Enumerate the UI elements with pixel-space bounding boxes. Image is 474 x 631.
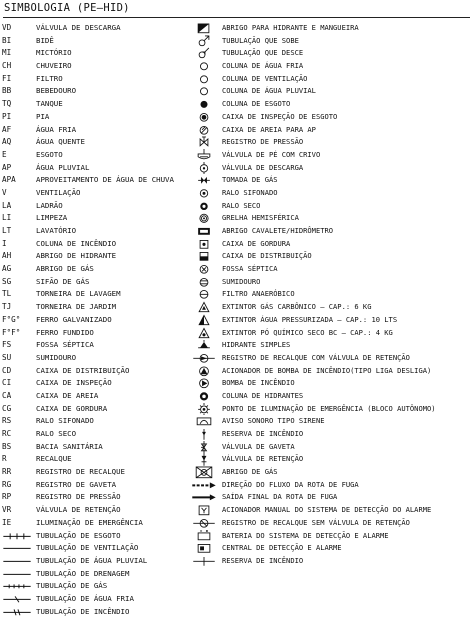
meter-box-icon <box>190 225 218 238</box>
legend-description: ESGOTO <box>36 149 63 159</box>
legend-row-caixa-de-gordura <box>190 238 474 251</box>
legend-row-aviso-sonoro-tipo-sirene <box>190 415 474 428</box>
hydrant-column-icon <box>190 390 218 403</box>
legend-description: TANQUE <box>36 99 63 109</box>
left-column <box>0 22 204 618</box>
legend-code: AF <box>2 124 12 134</box>
legend-description: TUBULAÇÃO DE DRENAGEM <box>36 568 130 578</box>
legend-row-ventilacao <box>0 187 204 200</box>
legend-row-torneira-de-lavagem <box>0 288 204 301</box>
legend-description: ACIONADOR MANUAL DO SISTEMA DE DETECÇÃO DO ALARME <box>222 505 432 515</box>
legend-row-hidrante-simples <box>190 339 474 352</box>
legend-row-caixa-de-areia-para-ap <box>190 124 474 137</box>
legend-row-abrigo-para-hidrante-e-mangueira <box>190 22 474 35</box>
legend-description: GRELHA HEMISFÉRICA <box>222 213 299 223</box>
ext-water-icon <box>190 314 218 327</box>
legend-description: COLUNA DE VENTILAÇÃO <box>222 73 308 83</box>
legend-code: BS <box>2 441 12 451</box>
fire-pump-icon <box>190 377 218 390</box>
legend-description: RALO SIFONADO <box>36 416 94 426</box>
legend-description: PIA <box>36 111 50 121</box>
legend-row-sifao-de-gas <box>0 276 204 289</box>
legend-code: CA <box>2 390 12 400</box>
legend-row-reserva-de-incendio <box>190 555 474 568</box>
legend-description: RALO SIFONADO <box>222 187 278 197</box>
legend-row-ralo-sifonado <box>0 415 204 428</box>
circle-hatched-icon <box>190 124 218 137</box>
legend-code: SG <box>2 276 12 286</box>
legend-description: CAIXA DE INSPEÇÃO <box>36 378 112 388</box>
legend-row-coluna-de-incendio <box>0 238 204 251</box>
legend-row-fossa-septica <box>0 339 204 352</box>
legend-row-grelha-hemisferica <box>190 212 474 225</box>
legend-code: LA <box>2 200 12 210</box>
legend-row-mictorio <box>0 47 204 60</box>
legend-code: AG <box>2 264 12 274</box>
legend-row-registro-de-gaveta <box>0 479 204 492</box>
legend-description: ÁGUA QUENTE <box>36 137 85 147</box>
legend-description: TUBULAÇÃO DE INCÊNDIO <box>36 606 130 616</box>
legend-description: ABRIGO DE GÁS <box>222 467 278 477</box>
legend-row-reserva-de-incendio <box>190 428 474 441</box>
legend-description: LAVATÓRIO <box>36 226 77 235</box>
legend-description: VÁLVULA DE RETENÇÃO <box>222 454 304 464</box>
legend-row-registro-de-recalque-sem-valvula-de-retencao <box>190 517 474 530</box>
legend-description: SIFÃO DE GÁS <box>36 276 90 286</box>
legend-row-torneira-de-jardim <box>0 301 204 314</box>
legend-row-abrigo-de-hidrante <box>0 250 204 263</box>
circle-open-icon <box>190 73 218 86</box>
legend-row-ferro-fundido <box>0 327 204 340</box>
legend-description: FOSSA SÉPTICA <box>36 340 94 350</box>
pipe-incendio-line-icon <box>2 606 32 619</box>
gas-tap-icon <box>190 174 218 187</box>
legend-row-caixa-de-inspecao-de-esgoto <box>190 111 474 124</box>
legend-code: BB <box>2 86 12 96</box>
legend-description: TUBULAÇÃO DE GÁS <box>36 581 108 591</box>
legend-row-filtro-anaerobico <box>190 288 474 301</box>
legend-code: AH <box>2 251 12 261</box>
legend-description: VENTILAÇÃO <box>36 187 81 197</box>
legend-row-bacia-sanitaria <box>0 441 204 454</box>
legend-code: AP <box>2 162 12 172</box>
legend-row-caixa-de-distribuicao <box>0 365 204 378</box>
circle-dot-icon <box>190 187 218 200</box>
legend-row-direcao-do-fluxo-da-rota-de-fuga <box>190 479 474 492</box>
legend-description: FOSSA SÉPTICA <box>222 264 278 274</box>
legend-row-ladrao <box>0 200 204 213</box>
legend-code: CH <box>2 61 12 71</box>
emergency-light-icon <box>190 403 218 416</box>
fire-check-valve-icon <box>190 352 218 365</box>
circle-filled-icon <box>190 98 218 111</box>
legend-row-saida-final-da-rota-de-fuga <box>190 491 474 504</box>
legend-row-coluna-de-hidrantes <box>190 390 474 403</box>
legend-description: ILUMINAÇÃO DE EMERGÊNCIA <box>36 517 143 527</box>
legend-description: TUBULAÇÃO DE ESGOTO <box>36 530 121 540</box>
square-split-icon <box>190 250 218 263</box>
legend-row-tanque <box>0 98 204 111</box>
legend-row-lavatorio <box>0 225 204 238</box>
legend-row-extintor-agua-pressurizada-cap-10-lts <box>190 314 474 327</box>
title-underline <box>3 17 470 18</box>
legend-row-limpeza <box>0 212 204 225</box>
circle-ring-icon <box>190 200 218 213</box>
reserve-small-icon <box>190 428 218 441</box>
legend-code: LT <box>2 226 12 235</box>
legend-description: LADRÃO <box>36 200 63 210</box>
legend-row-tubulacao-que-desce <box>190 47 474 60</box>
legend-description: VÁLVULA DE RETENÇÃO <box>36 505 121 515</box>
legend-description: ABRIGO CAVALETE/HIDRÔMETRO <box>222 226 334 235</box>
legend-description: MICTÓRIO <box>36 48 72 58</box>
legend-row-abrigo-cavalete-hidrometro <box>190 225 474 238</box>
legend-code: V <box>2 187 7 197</box>
legend-row-tubulacao-de-ventilacao <box>0 542 204 555</box>
legend-row-valvula-de-gaveta <box>190 441 474 454</box>
legend-description: FERRO FUNDIDO <box>36 327 94 337</box>
legend-code: RC <box>2 429 12 438</box>
legend-code: F°F° <box>2 327 21 337</box>
legend-description: TORNEIRA DE LAVAGEM <box>36 289 121 299</box>
siren-icon <box>190 415 218 428</box>
legend-row-abrigo-de-gas <box>190 466 474 479</box>
legend-row-coluna-de-esgoto <box>190 98 474 111</box>
legend-row-registro-de-recalque-com-valvula-de-retencao <box>190 352 474 365</box>
pipe-fria-line-icon <box>2 593 32 606</box>
legend-description: BEBEDOURO <box>36 86 77 96</box>
legend-description: REGISTRO DE PRESSÃO <box>222 137 304 147</box>
legend-row-bomba-de-incendio <box>190 377 474 390</box>
gate-valve-icon <box>190 441 218 454</box>
right-column <box>190 22 474 568</box>
legend-description: SAÍDA FINAL DA ROTA DE FUGA <box>222 492 338 502</box>
legend-code: IE <box>2 517 12 527</box>
legend-description: TUBULAÇÃO DE VENTILAÇÃO <box>36 543 139 553</box>
legend-description: RECALQUE <box>36 454 72 464</box>
legend-code: F°G° <box>2 314 21 324</box>
legend-description: SUMIDOURO <box>36 352 77 362</box>
legend-row-tubulacao-de-drenagem <box>0 568 204 581</box>
legend-row-registro-de-pressao <box>0 491 204 504</box>
check-valve-icon <box>190 453 218 466</box>
legend-description: TUBULAÇÃO QUE DESCE <box>222 48 304 58</box>
legend-description: LIMPEZA <box>36 213 68 223</box>
legend-title: SIMBOLOGIA (PE–HID) <box>4 2 130 14</box>
legend-row-sumidouro <box>190 276 474 289</box>
legend-description: PONTO DE ILUMINAÇÃO DE EMERGÊNCIA (BLOCO AUTÔNOMO) <box>222 403 436 413</box>
legend-description: FERRO GALVANIZADO <box>36 314 112 324</box>
legend-description: ABRIGO DE HIDRANTE <box>36 251 117 261</box>
legend-description: ABRIGO DE GÁS <box>36 264 94 274</box>
legend-description: TUBULAÇÃO DE ÁGUA FRIA <box>36 593 134 603</box>
legend-code: TJ <box>2 302 12 312</box>
legend-row-central-de-deteccao-e-alarme <box>190 542 474 555</box>
legend-description: ÁGUA FRIA <box>36 124 77 134</box>
legend-row-tubulacao-de-esgoto <box>0 530 204 543</box>
legend-description: REGISTRO DE PRESSÃO <box>36 492 121 502</box>
legend-code: TQ <box>2 99 12 109</box>
legend-code: CD <box>2 365 12 375</box>
legend-description: CAIXA DE AREIA PARA AP <box>222 124 316 134</box>
circle-bar-icon <box>190 288 218 301</box>
circle-open-icon <box>190 60 218 73</box>
legend-row-extintor-po-quimico-seco-bc-cap-4-kg <box>190 327 474 340</box>
legend-description: BIDÊ <box>36 35 54 45</box>
legend-description: VÁLVULA DE GAVETA <box>222 441 295 451</box>
legend-row-coluna-de-agua-pluvial <box>190 85 474 98</box>
legend-description: CAIXA DE DISTRIBUIÇÃO <box>36 365 130 375</box>
legend-description: RALO SECO <box>222 200 261 210</box>
legend-code: RP <box>2 492 12 502</box>
legend-description: CAIXA DE INSPEÇÃO DE ESGOTO <box>222 111 338 121</box>
legend-row-ralo-seco <box>190 200 474 213</box>
legend-description: REGISTRO DE GAVETA <box>36 479 117 489</box>
legend-description: FILTRO ANAERÓBICO <box>222 289 295 299</box>
legend-row-valvula-de-retencao <box>0 504 204 517</box>
legend-description: ABRIGO PARA HIDRANTE E MANGUEIRA <box>222 23 359 32</box>
ext-co2-icon <box>190 301 218 314</box>
legend-row-recalque <box>0 453 204 466</box>
legend-code: RG <box>2 479 12 489</box>
legend-row-coluna-de-ventilacao <box>190 73 474 86</box>
pipe-up-icon <box>190 35 218 48</box>
legend-description: BOMBA DE INCÊNDIO <box>222 378 295 388</box>
legend-row-ralo-sifonado <box>190 187 474 200</box>
legend-row-caixa-de-inspecao <box>0 377 204 390</box>
legend-row-tubulacao-que-sobe <box>190 35 474 48</box>
legend-description: FILTRO <box>36 73 63 83</box>
legend-row-ferro-galvanizado <box>0 314 204 327</box>
legend-description: TOMADA DE GÁS <box>222 175 278 185</box>
legend-code: CI <box>2 378 12 388</box>
legend-description: REGISTRO DE RECALQUE <box>36 467 125 477</box>
legend-row-filtro <box>0 73 204 86</box>
legend-description: VÁLVULA DE DESCARGA <box>222 162 304 172</box>
legend-description: BATERIA DO SISTEMA DE DETECÇÃO E ALARME <box>222 530 389 540</box>
legend-row-tomada-de-gas <box>190 174 474 187</box>
central-box-icon <box>190 542 218 555</box>
legend-code: VD <box>2 23 12 32</box>
legend-description: COLUNA DE INCÊNDIO <box>36 238 117 248</box>
legend-code: RR <box>2 467 12 477</box>
square-dot-icon <box>190 238 218 251</box>
pump-actuator-icon <box>190 365 218 378</box>
legend-row-valvula-de-retencao <box>190 453 474 466</box>
legend-row-aproveitamento-de-agua-de-chuva <box>0 174 204 187</box>
circle-open-icon <box>190 85 218 98</box>
legend-description: VÁLVULA DE PÉ COM CRIVO <box>222 149 321 159</box>
legend-code: FI <box>2 73 12 83</box>
valve-diamond-icon <box>190 136 218 149</box>
legend-code: PI <box>2 111 12 121</box>
legend-row-fossa-septica <box>190 263 474 276</box>
manual-alarm-icon <box>190 504 218 517</box>
legend-row-bide <box>0 35 204 48</box>
legend-description: SUMIDOURO <box>222 276 261 286</box>
legend-description: CENTRAL DE DETECÇÃO E ALARME <box>222 543 342 553</box>
legend-row-caixa-de-gordura <box>0 403 204 416</box>
legend-description: EXTINTOR GÁS CARBÔNICO – CAP.: 6 KG <box>222 302 372 312</box>
legend-row-acionador-manual-do-sistema-de-deteccao-do-alarme <box>190 504 474 517</box>
legend-row-iluminacao-de-emergencia <box>0 517 204 530</box>
legend-description: HIDRANTE SIMPLES <box>222 340 291 350</box>
legend-row-valvula-de-pe-com-crivo <box>190 149 474 162</box>
legend-row-agua-quente <box>0 136 204 149</box>
legend-code: SU <box>2 352 12 362</box>
legend-row-tubulacao-de-incendio <box>0 606 204 619</box>
legend-description: CHUVEIRO <box>36 61 72 71</box>
legend-code: FS <box>2 340 12 350</box>
pipe-pluvial-line-icon <box>2 555 32 568</box>
pipe-down-icon <box>190 47 218 60</box>
legend-code: E <box>2 149 7 159</box>
legend-row-bebedouro <box>0 85 204 98</box>
circle-target-icon <box>190 111 218 124</box>
legend-description: RESERVA DE INCÊNDIO <box>222 429 304 438</box>
legend-code: VR <box>2 505 12 515</box>
legend-description: REGISTRO DE RECALQUE COM VÁLVULA DE RETENÇÃO <box>222 352 410 362</box>
legend-description: COLUNA DE ÁGUA FRIA <box>222 61 304 71</box>
legend-row-valvula-de-descarga <box>190 162 474 175</box>
battery-icon <box>190 530 218 543</box>
legend-description: RESERVA DE INCÊNDIO <box>222 555 304 565</box>
legend-row-valvula-de-descarga <box>0 22 204 35</box>
legend-description: ACIONADOR DE BOMBA DE INCÊNDIO(TIPO LIGA DESLIGA) <box>222 365 432 375</box>
legend-row-tubulacao-de-agua-pluvial <box>0 555 204 568</box>
legend-description: CAIXA DE AREIA <box>36 390 99 400</box>
legend-code: AQ <box>2 137 12 147</box>
pipe-gas-line-icon <box>2 580 32 593</box>
legend-code: TL <box>2 289 12 299</box>
hydrant-icon <box>190 339 218 352</box>
legend-code: RS <box>2 416 12 426</box>
reserve-line-icon <box>190 555 218 568</box>
legend-description: CAIXA DE GORDURA <box>222 238 291 248</box>
legend-description: COLUNA DE ÁGUA PLUVIAL <box>222 86 316 96</box>
legend-row-caixa-de-areia <box>0 390 204 403</box>
legend-row-abrigo-de-gas <box>0 263 204 276</box>
legend-code: BI <box>2 35 12 45</box>
legend-row-ponto-de-iluminacao-de-emergencia-bloco-autonomo <box>190 403 474 416</box>
legend-description: VÁLVULA DE DESCARGA <box>36 23 121 32</box>
legend-description: ÁGUA PLUVIAL <box>36 162 90 172</box>
legend-row-agua-pluvial <box>0 162 204 175</box>
circle-cross-icon <box>190 263 218 276</box>
legend-row-registro-de-recalque <box>0 466 204 479</box>
legend-row-registro-de-pressao <box>190 136 474 149</box>
legend-description: TUBULAÇÃO QUE SOBE <box>222 35 299 45</box>
escape-arrow-icon <box>190 479 218 492</box>
valve-no-check-icon <box>190 517 218 530</box>
legend-row-caixa-de-distribuicao <box>190 250 474 263</box>
legend-description: TUBULAÇÃO DE ÁGUA PLUVIAL <box>36 555 148 565</box>
legend-code: APA <box>2 175 16 185</box>
foot-valve-icon <box>190 149 218 162</box>
legend-description: AVISO SONORO TIPO SIRENE <box>222 416 325 426</box>
legend-description: REGISTRO DE RECALQUE SEM VÁLVULA DE RETENÇÃO <box>222 517 410 527</box>
legend-code: MI <box>2 48 12 58</box>
legend-row-chuveiro <box>0 60 204 73</box>
legend-description: EXTINTOR ÁGUA PRESSURIZADA – CAP.: 10 LTS <box>222 314 398 324</box>
pipe-esgoto-line-icon <box>2 530 32 543</box>
legend-row-coluna-de-agua-fria <box>190 60 474 73</box>
legend-description: CAIXA DE DISTRIBUIÇÃO <box>222 251 312 261</box>
exit-arrow-icon <box>190 491 218 504</box>
legend-description: RALO SECO <box>36 429 77 438</box>
legend-description: TORNEIRA DE JARDIM <box>36 302 117 312</box>
legend-row-pia <box>0 111 204 124</box>
legend-code: R <box>2 454 7 464</box>
pipe-drenagem-line-icon <box>2 568 32 581</box>
legend-row-extintor-gas-carbonico-cap-6-kg <box>190 301 474 314</box>
legend-row-agua-fria <box>0 124 204 137</box>
discharge-valve-icon <box>190 162 218 175</box>
legend-row-esgoto <box>0 149 204 162</box>
legend-row-ralo-seco <box>0 428 204 441</box>
legend-code: LI <box>2 213 12 223</box>
legend-row-bateria-do-sistema-de-deteccao-e-alarme <box>190 530 474 543</box>
legend-description: COLUNA DE ESGOTO <box>222 99 291 109</box>
flag-box-icon <box>190 22 218 35</box>
ext-powder-icon <box>190 327 218 340</box>
legend-description: CAIXA DE GORDURA <box>36 403 108 413</box>
legend-description: COLUNA DE HIDRANTES <box>222 390 304 400</box>
legend-row-tubulacao-de-agua-fria <box>0 593 204 606</box>
legend-row-sumidouro <box>0 352 204 365</box>
legend-description: APROVEITAMENTO DE ÁGUA DE CHUVA <box>36 175 174 185</box>
legend-description: EXTINTOR PÓ QUÍMICO SECO BC – CAP.: 4 KG <box>222 327 393 337</box>
legend-row-acionador-de-bomba-de-incendio-tipo-liga-desliga <box>190 365 474 378</box>
legend-code: CG <box>2 403 12 413</box>
legend-row-tubulacao-de-gas <box>0 580 204 593</box>
circle-hash-icon <box>190 276 218 289</box>
legend-code: I <box>2 238 7 248</box>
gas-shelter-icon <box>190 466 218 479</box>
pipe-ventilacao-line-icon <box>2 542 32 555</box>
grate-icon <box>190 212 218 225</box>
legend-description: DIREÇÃO DO FLUXO DA ROTA DE FUGA <box>222 479 359 489</box>
legend-description: BACIA SANITÁRIA <box>36 441 103 451</box>
